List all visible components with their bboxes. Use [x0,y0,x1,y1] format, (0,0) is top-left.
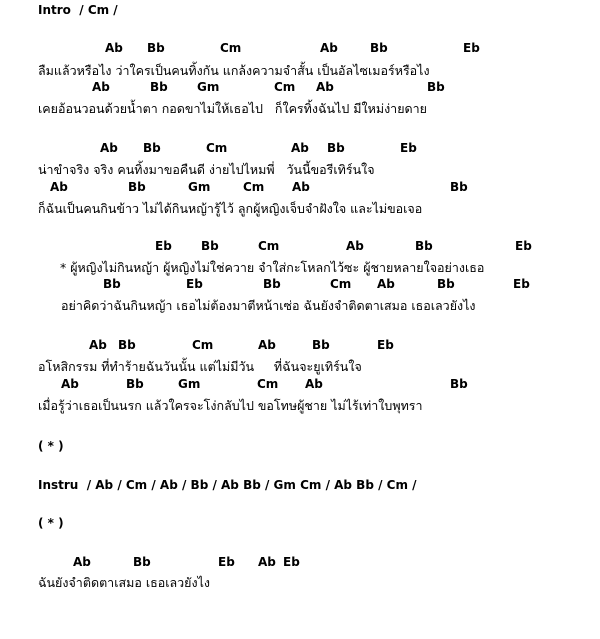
chord: Eb [377,338,394,352]
chord: Eb [513,277,530,291]
chord: Cm [330,277,352,291]
lyric-line: เคยอ้อนวอนด้วยน้ำตา กอดขาไม่ให้เธอไป ก็ใครทิ้งฉันไป มีใหม่ง่ายดาย [38,101,427,116]
chord: Bb [201,239,219,253]
chord: Cm [258,239,280,253]
chord: Bb [415,239,433,253]
chord: Eb [463,41,480,55]
chord: Ab [105,41,123,55]
lyric-line: ก็ฉันเป็นคนกินข้าว ไม่ได้กินหญ้ารู้ไว้ ลูกผู้หญิงเจ็บจำฝังใจ และไม่ขอเจอ [38,201,423,216]
chord: Bb [327,141,345,155]
chord: Cm [220,41,242,55]
chord: Cm [257,377,279,391]
chord: Bb [128,180,146,194]
chord: Cm [243,180,265,194]
chorus-marker: ( * ) [38,439,64,453]
lyric-line: * ผู้หญิงไม่กินหญ้า ผู้หญิงไม่ใช่ควาย จำใส่กะโหลกไว้ซะ ผู้ชายหลายใจอย่างเธอ [60,260,485,275]
chord-row [0,80,445,94]
chord: Bb [150,80,168,94]
chorus-marker: ( * ) [38,516,64,530]
instru-line: Instru / Ab / Cm / Ab / Bb / Ab Bb / Gm Cm / Ab Bb / Cm / [38,478,417,492]
chord: Ab [377,277,395,291]
chord: Ab [258,555,276,569]
chord: Bb [103,277,121,291]
chord: Eb [186,277,203,291]
chord: Gm [178,377,201,391]
chord-row [0,180,468,194]
chord: Ab [346,239,364,253]
chord: Bb [370,41,388,55]
chord-row [0,41,480,55]
chord: Cm [274,80,296,94]
chord: Gm [188,180,211,194]
chord: Bb [450,377,468,391]
chord: Gm [197,80,220,94]
chord-row [0,141,417,155]
chord: Bb [118,338,136,352]
chord: Bb [450,180,468,194]
chord: Bb [437,277,455,291]
intro-line: Intro / Cm / [38,3,118,17]
chord: Cm [206,141,228,155]
chord: Ab [89,338,107,352]
chord: Bb [143,141,161,155]
lyric-line: เมื่อรู้ว่าเธอเป็นนรก แล้วใครจะโง่กลับไป ขอโทษผู้ชาย ไม่ไร้เท่าใบพุทรา [38,398,423,413]
chord: Bb [427,80,445,94]
chord: Bb [133,555,151,569]
chord: Eb [515,239,532,253]
chord: Eb [218,555,235,569]
chord: Ab [92,80,110,94]
chord: Cm [192,338,214,352]
chord: Ab [50,180,68,194]
chord: Ab [291,141,309,155]
chord-row [0,338,394,352]
lyric-line: อโหสิกรรม ที่ทำร้ายฉันวันนั้น แต่ไม่มีวัน ที่ฉันจะยูเทิร์นใจ [38,359,362,374]
chord: Ab [305,377,323,391]
chord: Ab [61,377,79,391]
chord: Ab [100,141,118,155]
chord: Ab [292,180,310,194]
chord: Ab [320,41,338,55]
lyric-line: น่าขำจริง จริง คนทิ้งมาขอคืนดี ง่ายไปไหมพี่ วันนี้ขอรีเทิร์นใจ [38,162,375,177]
lyric-line: อย่าคิดว่าฉันกินหญ้า เธอไม่ต้องมาตีหน้าเซ่อ ฉันยังจำติดตาเสมอ เธอเลวยังไง [61,298,476,313]
chord-row [0,239,532,253]
lyric-line: ลืมแล้วหรือไง ว่าใครเป็นคนทิ้งกัน แกล้งความจำสั้น เป็นอัลไซเมอร์หรือไง [38,63,430,78]
lyric-line: ฉันยังจำติดตาเสมอ เธอเลวยังไง [38,575,211,590]
chord: Ab [258,338,276,352]
chord: Bb [126,377,144,391]
chord: Ab [316,80,334,94]
chord: Ab [73,555,91,569]
chord: Bb [147,41,165,55]
chord: Bb [312,338,330,352]
chord-row [0,377,468,391]
chord: Eb [283,555,300,569]
chord: Bb [263,277,281,291]
chord-row [0,555,300,569]
chord: Eb [400,141,417,155]
chord: Eb [155,239,172,253]
chord-row [0,277,530,291]
